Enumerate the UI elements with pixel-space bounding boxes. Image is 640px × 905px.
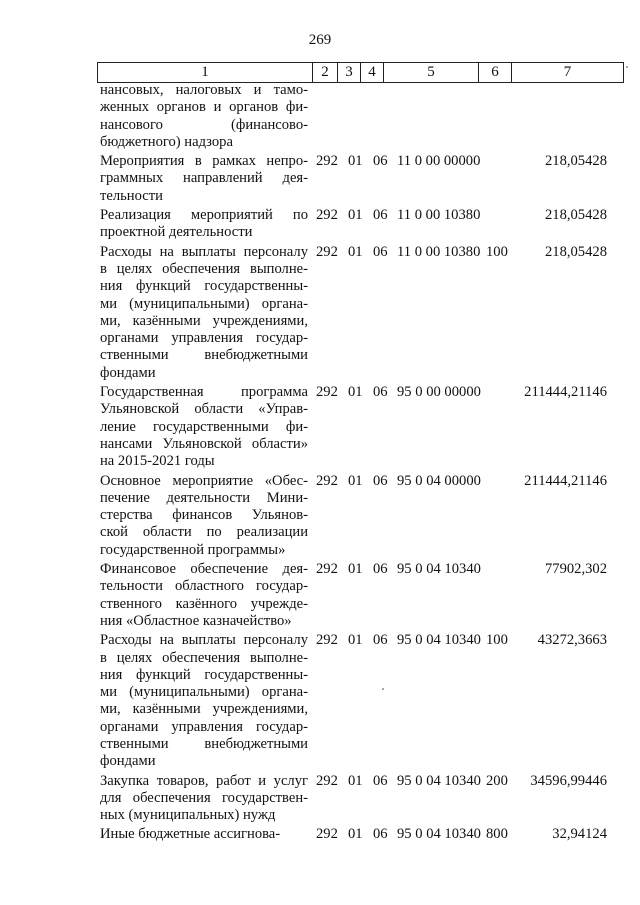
description-line: ния «Областное казначейство» xyxy=(100,612,292,629)
cell-c3: 01 xyxy=(348,153,363,170)
row-description xyxy=(100,384,308,470)
column-header-5: 5 xyxy=(384,63,479,83)
description-line: Закупка товаров, работ и услуг xyxy=(100,772,308,789)
row-description xyxy=(100,773,308,825)
row-description xyxy=(100,561,308,630)
description-line: ми, казёнными учреждениями, xyxy=(100,312,308,329)
column-header-6: 6 xyxy=(479,63,512,83)
table-row xyxy=(0,632,640,770)
scan-speck xyxy=(626,66,628,68)
table-row xyxy=(0,244,640,382)
column-header-4: 4 xyxy=(361,63,384,83)
cell-c2: 292 xyxy=(316,632,338,649)
cell-c7: 43272,3663 xyxy=(537,632,607,649)
column-header-1: 1 xyxy=(98,63,313,83)
description-line: на 2015-2021 годы xyxy=(100,453,215,470)
cell-c5: 11 0 00 10380 xyxy=(397,207,481,224)
cell-c4: 06 xyxy=(373,243,388,260)
description-line: Расходы на выплаты персоналу xyxy=(100,243,308,260)
description-line: органами управления государ- xyxy=(100,718,308,735)
table-row xyxy=(0,773,640,825)
description-line: ми (муниципальными) органа- xyxy=(100,684,308,701)
cell-c7: 211444,21146 xyxy=(524,384,607,401)
cell-c5: 95 0 04 00000 xyxy=(397,472,481,489)
cell-c4: 06 xyxy=(373,207,388,224)
column-header-7: 7 xyxy=(512,63,624,83)
cell-c3: 01 xyxy=(348,207,363,224)
description-line: проектной деятельности xyxy=(100,224,253,241)
table-row xyxy=(0,561,640,630)
table-row xyxy=(0,826,640,843)
cell-c3: 01 xyxy=(348,632,363,649)
scan-speck xyxy=(382,688,384,690)
description-line: Государственная программа xyxy=(100,384,308,401)
description-line: фондами xyxy=(100,753,156,770)
column-header-2: 2 xyxy=(313,63,338,83)
cell-c6: 100 xyxy=(486,243,508,260)
description-line: нансовых, налоговых и тамо- xyxy=(100,82,308,98)
column-header-3: 3 xyxy=(338,63,361,83)
cell-c5: 95 0 00 00000 xyxy=(397,384,481,401)
row-description xyxy=(100,826,308,843)
cell-c7: 32,94124 xyxy=(552,826,607,843)
description-line: ской области по реализации xyxy=(100,524,308,541)
cell-c2: 292 xyxy=(316,153,338,170)
page-number: 269 xyxy=(308,32,332,48)
cell-c6: 200 xyxy=(486,772,508,789)
cell-c4: 06 xyxy=(373,384,388,401)
row-description xyxy=(100,153,308,205)
description-line: ственными внебюджетными xyxy=(100,735,308,752)
cell-c2: 292 xyxy=(316,472,338,489)
cell-c3: 01 xyxy=(348,472,363,489)
description-line: тельности xyxy=(100,187,163,204)
cell-c3: 01 xyxy=(348,561,363,578)
description-line: фондами xyxy=(100,364,156,381)
cell-c3: 01 xyxy=(348,772,363,789)
cell-c5: 95 0 04 10340 xyxy=(397,772,481,789)
cell-c5: 95 0 04 10340 xyxy=(397,826,481,843)
cell-c2: 292 xyxy=(316,243,338,260)
description-line: ление государственными фи- xyxy=(100,418,308,435)
cell-c5: 95 0 04 10340 xyxy=(397,561,481,578)
row-description xyxy=(100,207,308,242)
description-line: ми, казёнными учреждениями, xyxy=(100,701,308,718)
description-line: стерства финансов Ульянов- xyxy=(100,507,308,524)
cell-c4: 06 xyxy=(373,632,388,649)
description-line: нансового (финансово- xyxy=(100,116,308,133)
description-line: для обеспечения государствен- xyxy=(100,789,308,806)
cell-c3: 01 xyxy=(348,243,363,260)
cell-c6: 800 xyxy=(486,826,508,843)
cell-c7: 218,05428 xyxy=(544,243,607,260)
cell-c2: 292 xyxy=(316,772,338,789)
description-line: Основное мероприятие «Обес- xyxy=(100,472,308,489)
row-description xyxy=(100,632,308,770)
description-line: ственного казённого учрежде- xyxy=(100,595,308,612)
description-line: Ульяновской области «Управ- xyxy=(100,401,308,418)
cell-c4: 06 xyxy=(373,561,388,578)
table-row xyxy=(0,207,640,242)
description-line: женных органов и органов фи- xyxy=(100,99,308,116)
description-line: Мероприятия в рамках непро- xyxy=(100,153,308,170)
cell-c6: 100 xyxy=(486,632,508,649)
cell-c4: 06 xyxy=(373,472,388,489)
description-line: ния функций государственны- xyxy=(100,666,308,683)
description-line: Финансовое обеспечение дея- xyxy=(100,561,308,578)
cell-c7: 218,05428 xyxy=(544,207,607,224)
description-line: граммных направлений дея- xyxy=(100,170,308,187)
cell-c5: 11 0 00 00000 xyxy=(397,153,481,170)
description-line: ственными внебюджетными xyxy=(100,347,308,364)
description-line: в целях обеспечения выполне- xyxy=(100,260,308,277)
description-line: в целях обеспечения выполне- xyxy=(100,649,308,666)
description-line: органами управления государ- xyxy=(100,330,308,347)
row-description xyxy=(100,244,308,382)
cell-c7: 211444,21146 xyxy=(524,472,607,489)
cell-c2: 292 xyxy=(316,207,338,224)
description-line: печение деятельности Мини- xyxy=(100,489,308,506)
cell-c5: 95 0 04 10340 xyxy=(397,632,481,649)
cell-c2: 292 xyxy=(316,384,338,401)
cell-c2: 292 xyxy=(316,826,338,843)
cell-c2: 292 xyxy=(316,561,338,578)
description-line: ных (муниципальных) нужд xyxy=(100,807,276,824)
cell-c7: 77902,302 xyxy=(544,561,607,578)
description-line: ми (муниципальными) органа- xyxy=(100,295,308,312)
row-description xyxy=(100,82,308,151)
table-row xyxy=(0,153,640,205)
cell-c4: 06 xyxy=(373,153,388,170)
table-row xyxy=(0,82,640,151)
cell-c7: 218,05428 xyxy=(544,153,607,170)
cell-c4: 06 xyxy=(373,826,388,843)
cell-c3: 01 xyxy=(348,384,363,401)
description-line: нансами Ульяновской области» xyxy=(100,435,308,452)
cell-c3: 01 xyxy=(348,826,363,843)
description-line: Иные бюджетные ассигнова- xyxy=(100,826,281,843)
cell-c5: 11 0 00 10380 xyxy=(397,243,481,260)
table-row xyxy=(0,384,640,470)
description-line: Реализация мероприятий по xyxy=(100,207,308,224)
description-line: бюджетного) надзора xyxy=(100,133,233,150)
description-line: ния функций государственны- xyxy=(100,278,308,295)
budget-table-body xyxy=(0,82,640,846)
cell-c7: 34596,99446 xyxy=(530,772,607,789)
column-header-row xyxy=(98,63,624,83)
description-line: государственной программы» xyxy=(100,541,286,558)
description-line: тельности областного государ- xyxy=(100,578,308,595)
description-line: Расходы на выплаты персоналу xyxy=(100,632,308,649)
table-row xyxy=(0,473,640,559)
cell-c4: 06 xyxy=(373,772,388,789)
row-description xyxy=(100,473,308,559)
column-header-table xyxy=(97,62,624,83)
